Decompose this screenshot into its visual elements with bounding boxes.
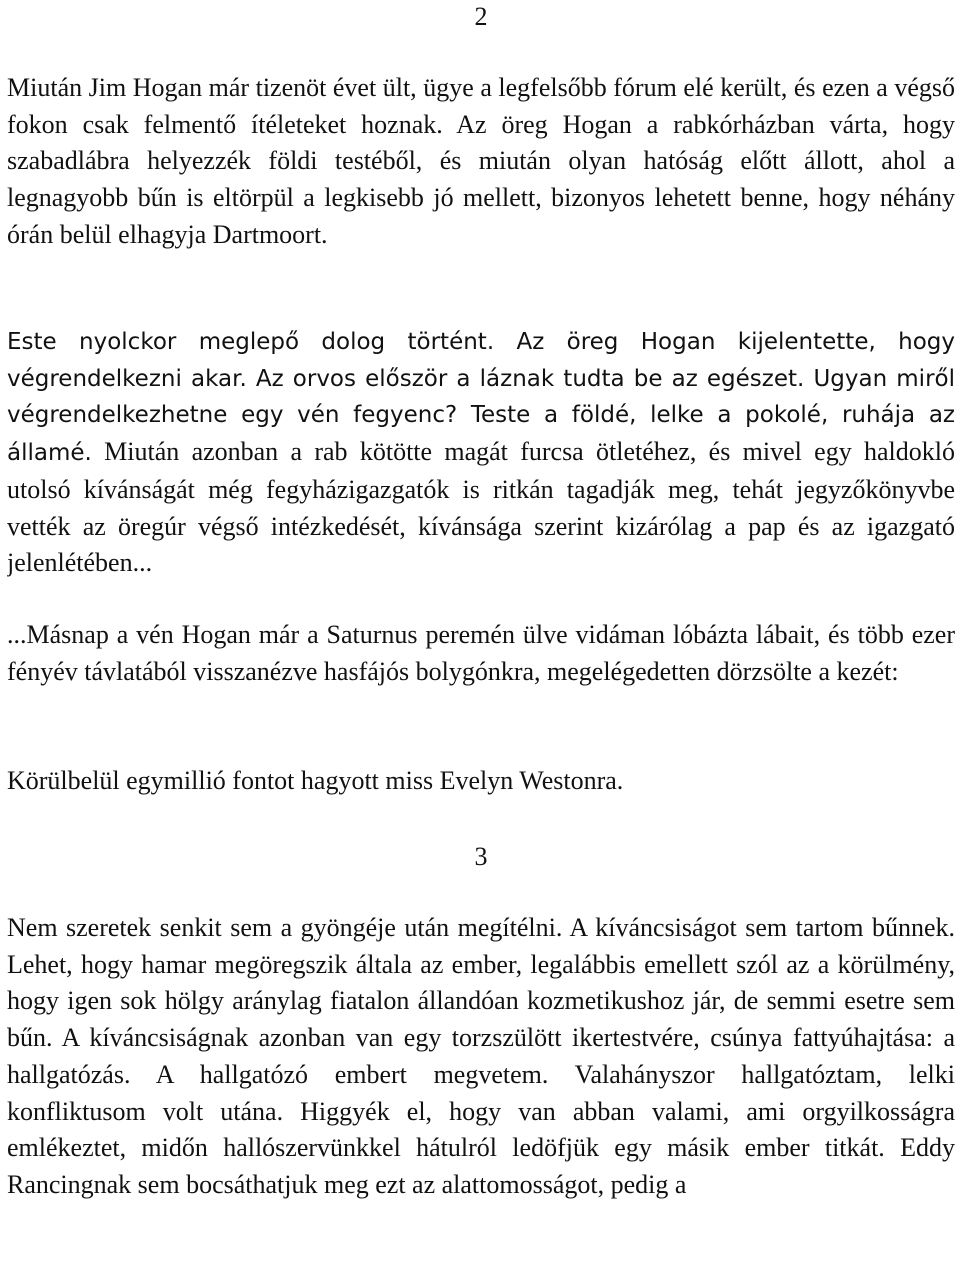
- paragraph-hogan-verdict: Miután Jim Hogan már tizenöt évet ült, ügye a legfelsőbb fórum elé került, és ezen a végső fokon csak felmentő ítéleteket hoznak. Az öreg Hogan a rabkórházban várta, hogy szabadlábra helyezzék földi testéből, és miután olyan hatóság előtt állott, ahol a legnagyobb bűn is eltörpül a legkisebb jó mellett, bizonyos lehetett benne, hogy néhány órán belül elhagyja Dartmoort.: [7, 73, 955, 249]
- page-number: 3: [474, 842, 488, 871]
- paragraph-curiosity: Nem szeretek senkit sem a gyöngéje után megítélni. A kíváncsiságot sem tartom bűnnek. Lehet, hogy hamar megöregszik általa az ember, legalábbis emellett szól az a körülmény, hogy igen sok hölgy aránylag fiatalon állandóan kozmetikushoz jár, de semmi esetre sem bűn. A kíváncsiságnak azonban van egy torzszülött ikertestvére, csúnya fattyúhajtása: a hallgatózás. A hallgatózó embert megvetem. Valahányszor hallgatóztam, lelki konfliktusom volt utána. Higgyék el, hogy van abban valami, ami orgyilkosságra emlékeztet, midőn hallószervünkkel hátulról ledöfjük egy másik ember titkát. Eddy Rancingnak sem bocsáthatjuk meg ezt az alattomosságot, pedig a: [7, 913, 955, 1199]
- document-page: [7, 0, 955, 1272]
- paragraph-evelyn-weston: Körülbelül egymillió fontot hagyott miss Evelyn Westonra.: [7, 766, 624, 795]
- page-number: 2: [474, 2, 488, 31]
- paragraph-saturnus: ...Másnap a vén Hogan már a Saturnus peremén ülve vidáman lóbázta lábait, és több ezer fényév távlatából visszanézve hasfájós bolygónkra, megelégedetten dörzsölte a kezét:: [7, 620, 955, 686]
- paragraph-last-will-sans-part: Este nyolckor meglepő dolog történt. Az öreg Hogan kijelentette, hogy végrendelkezni akar. Az orvos először a láznak tudta be az egészet. Ugyan miről végrendelkezhetne egy vén fegyenc? Teste a földé, lelke a pokolé, ruhája az államé.: [7, 329, 955, 467]
- paragraph-last-will-serif-part: Miután azonban a rab kötötte magát furcsa ötletéhez, és mivel egy haldokló utolsó kívánságát még fegyházigazgatók is ritkán tagadják meg, tehát jegyzőkönyvbe vették az öregúr végső intézkedését, kívánsága szerint kizárólag a pap és az igazgató jelenlétében...: [7, 437, 955, 578]
- paragraph-last-will: [7, 324, 955, 582]
